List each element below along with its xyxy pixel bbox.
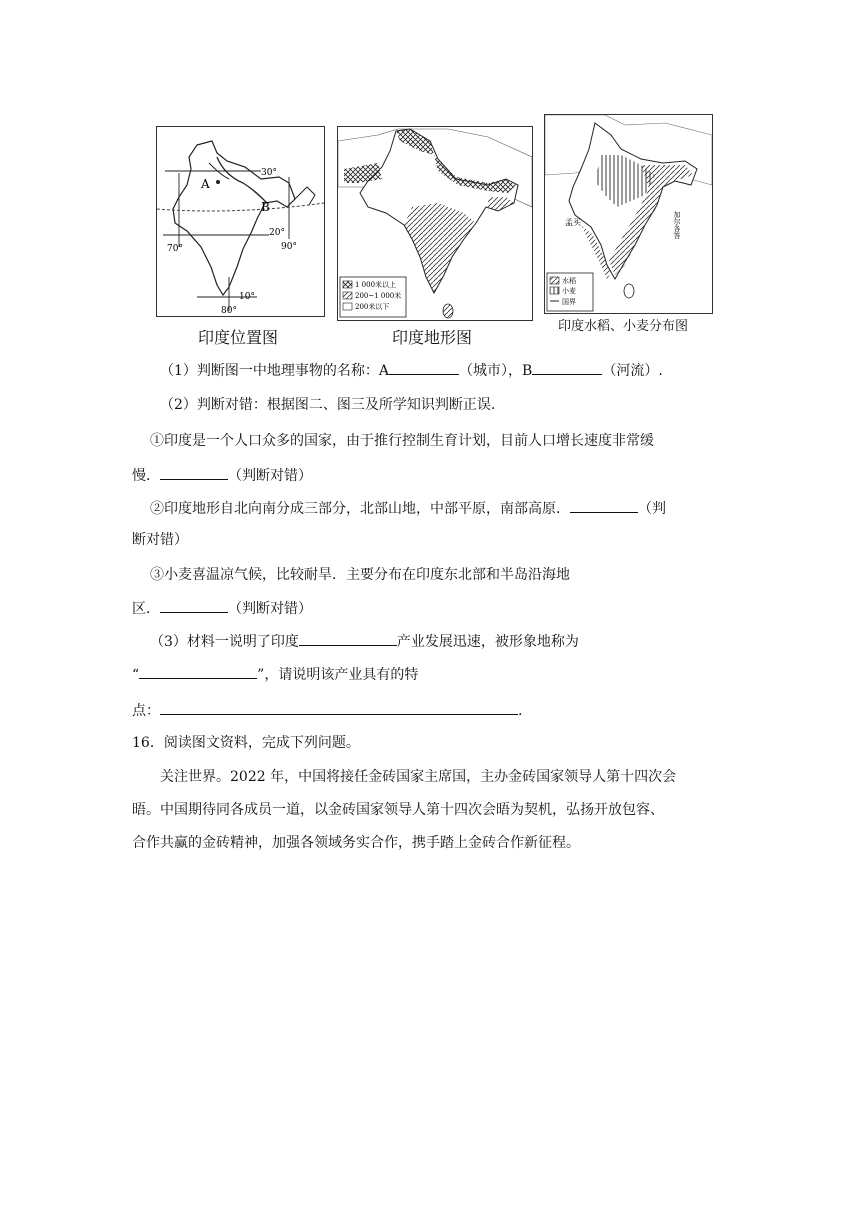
label-lat10: 10° (239, 292, 255, 302)
terrain-map-caption: 印度地形图 (392, 328, 473, 347)
crops-legend-wheat: 小麦 (562, 287, 576, 295)
statement-2-line2: 断对错） (132, 532, 188, 548)
statement-1-line2: 慢． （判断对错） (132, 464, 732, 486)
label-b: B (261, 200, 270, 214)
label-a: A (201, 177, 210, 191)
q1-line: （1）判断图一中地理事物的名称：A （城市），B （河流）. (160, 359, 732, 381)
terrain-legend-low: 200米以下 (355, 303, 390, 311)
label-lon90: 90° (281, 242, 297, 252)
answer-blank-nickname[interactable] (139, 663, 257, 679)
crops-map-caption: 印度水稻、小麦分布图 (558, 319, 689, 334)
india-terrain-map (337, 126, 533, 321)
q3-line2: “ ”，请说明该产业具有的特 (132, 663, 732, 685)
label-lon80: 80° (221, 306, 237, 316)
answer-blank-s3[interactable] (160, 597, 228, 613)
answer-blank-industry[interactable] (299, 630, 397, 646)
statement-3-line1: ③小麦喜温凉气候，比较耐旱．主要分布在印度东北部和半岛沿海地 (150, 567, 570, 583)
label-lat20: 20° (269, 228, 285, 238)
q3-line1: （3）材料一说明了印度 产业发展迅速，被形象地称为 (150, 630, 732, 652)
india-location-map (156, 126, 325, 317)
answer-blank-a[interactable] (389, 359, 459, 375)
answer-blank-features[interactable] (160, 699, 518, 715)
q16-heading: 16．阅读图文资料，完成下列问题。 (132, 735, 360, 751)
statement-2-line1: ②印度地形自北向南分成三部分，北部山地，中部平原，南部高原． （判 (150, 497, 732, 519)
label-mumbai: 孟买 (565, 218, 581, 227)
q16-paragraph-line3: 合作共赢的金砖精神，加强各领域务实合作，携手踏上金砖合作新征程。 (132, 835, 580, 851)
label-lon70: 70° (167, 244, 183, 254)
q2-intro: （2）判断对错：根据图二、图三及所学知识判断正误. (160, 397, 496, 413)
label-lat30: 30° (261, 168, 277, 178)
statement-1-line1: ①印度是一个人口众多的国家，由于推行控制生育计划，目前人口增长速度非常缓 (150, 433, 654, 449)
q16-paragraph-line1: 关注世界。2022 年，中国将接任金砖国家主席国，主办金砖国家领导人第十四次会 (160, 769, 677, 785)
india-outline (173, 141, 295, 295)
answer-blank-b[interactable] (532, 359, 602, 375)
location-map-caption: 印度位置图 (198, 328, 279, 347)
crops-legend-border: 国界 (562, 298, 576, 306)
statement-3-line2: 区． （判断对错） (132, 597, 732, 619)
terrain-legend-high: 1 000米以上 (355, 281, 397, 289)
q16-paragraph-line2: 晤。中国期待同各成员一道，以金砖国家领导人第十四次会晤为契机，弘扬开放包容、 (132, 802, 664, 818)
india-crops-map (544, 114, 713, 314)
terrain-legend-mid: 200~1 000米 (355, 292, 402, 300)
answer-blank-s2[interactable] (570, 497, 638, 513)
answer-blank-s1[interactable] (160, 464, 228, 480)
q3-line3: 点： . (132, 699, 732, 721)
label-kolkata: 加尔各答 (673, 211, 681, 239)
crops-legend-rice: 水稻 (562, 277, 576, 285)
